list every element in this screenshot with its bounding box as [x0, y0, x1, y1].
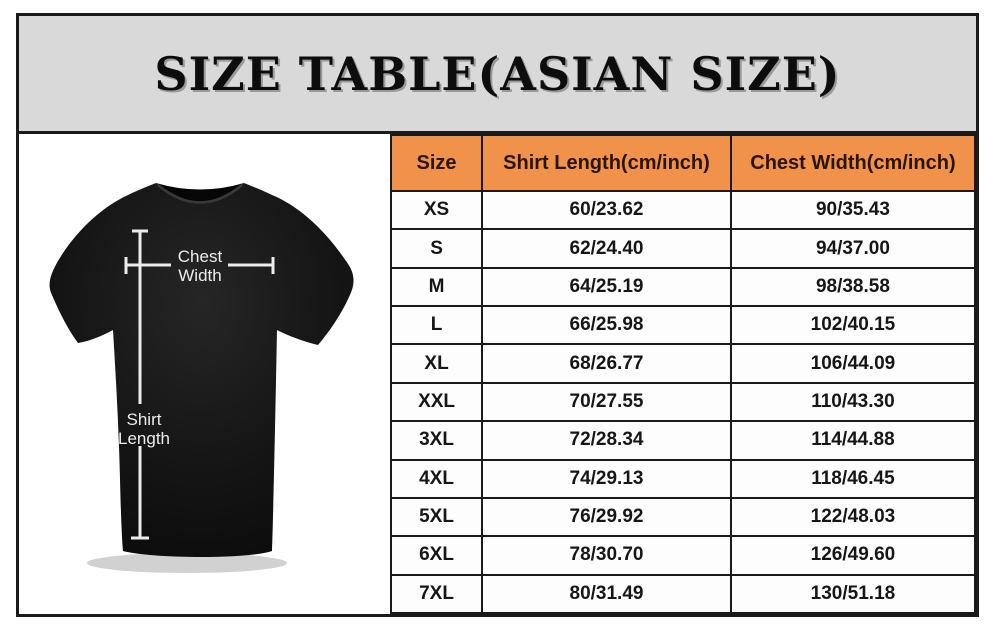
table-row [391, 344, 975, 382]
shirt-length-cell: 66/25.98 [482, 306, 731, 344]
table-row [391, 191, 975, 229]
title-band [19, 16, 976, 134]
header-shirt-length: Shirt Length(cm/inch) [482, 135, 731, 191]
size-cell: XL [391, 344, 482, 382]
shirt-length-cell: 80/31.49 [482, 575, 731, 613]
content-area [19, 134, 976, 614]
chest-width-cell: 98/38.58 [731, 268, 975, 306]
chest-width-cell: 110/43.30 [731, 383, 975, 421]
tshirt-graphic [19, 134, 390, 614]
chest-width-cell: 94/37.00 [731, 229, 975, 267]
size-cell: M [391, 268, 482, 306]
table-row [391, 575, 975, 613]
size-cell: XXL [391, 383, 482, 421]
tshirt-silhouette [50, 183, 354, 557]
shirt-length-label-line1: Shirt [126, 410, 162, 429]
page-title: SIZE TABLE(ASIAN SIZE) [154, 46, 841, 101]
table-row [391, 536, 975, 574]
shirt-diagram [19, 134, 390, 614]
shirt-length-cell: 70/27.55 [482, 383, 731, 421]
size-cell: XS [391, 191, 482, 229]
table-row [391, 421, 975, 459]
table-row [391, 306, 975, 344]
header-row [391, 135, 975, 191]
table-row [391, 383, 975, 421]
chest-width-cell: 114/44.88 [731, 421, 975, 459]
table-row [391, 229, 975, 267]
table-row [391, 460, 975, 498]
shirt-length-cell: 76/29.92 [482, 498, 731, 536]
chest-width-cell: 130/51.18 [731, 575, 975, 613]
chest-width-cell: 106/44.09 [731, 344, 975, 382]
shirt-length-cell: 74/29.13 [482, 460, 731, 498]
shirt-length-cell: 60/23.62 [482, 191, 731, 229]
size-cell: 7XL [391, 575, 482, 613]
outer-frame [16, 13, 979, 617]
table-row [391, 498, 975, 536]
shirt-length-cell: 72/28.34 [482, 421, 731, 459]
chest-width-label-line2: Width [178, 266, 222, 285]
shirt-length-label-line2: Length [118, 429, 170, 448]
size-cell: 5XL [391, 498, 482, 536]
size-cell: S [391, 229, 482, 267]
chest-width-cell: 90/35.43 [731, 191, 975, 229]
size-cell: 4XL [391, 460, 482, 498]
size-table [390, 134, 976, 614]
size-cell: 6XL [391, 536, 482, 574]
shirt-length-cell: 62/24.40 [482, 229, 731, 267]
size-table-area [390, 134, 976, 614]
chest-width-label-line1: Chest [177, 247, 223, 266]
chest-width-cell: 102/40.15 [731, 306, 975, 344]
chest-width-cell: 126/49.60 [731, 536, 975, 574]
shirt-length-cell: 68/26.77 [482, 344, 731, 382]
size-cell: 3XL [391, 421, 482, 459]
shirt-length-cell: 78/30.70 [482, 536, 731, 574]
size-cell: L [391, 306, 482, 344]
shirt-length-cell: 64/25.19 [482, 268, 731, 306]
header-chest-width: Chest Width(cm/inch) [731, 135, 975, 191]
header-size: Size [391, 135, 482, 191]
table-row [391, 268, 975, 306]
chest-width-cell: 118/46.45 [731, 460, 975, 498]
chest-width-cell: 122/48.03 [731, 498, 975, 536]
